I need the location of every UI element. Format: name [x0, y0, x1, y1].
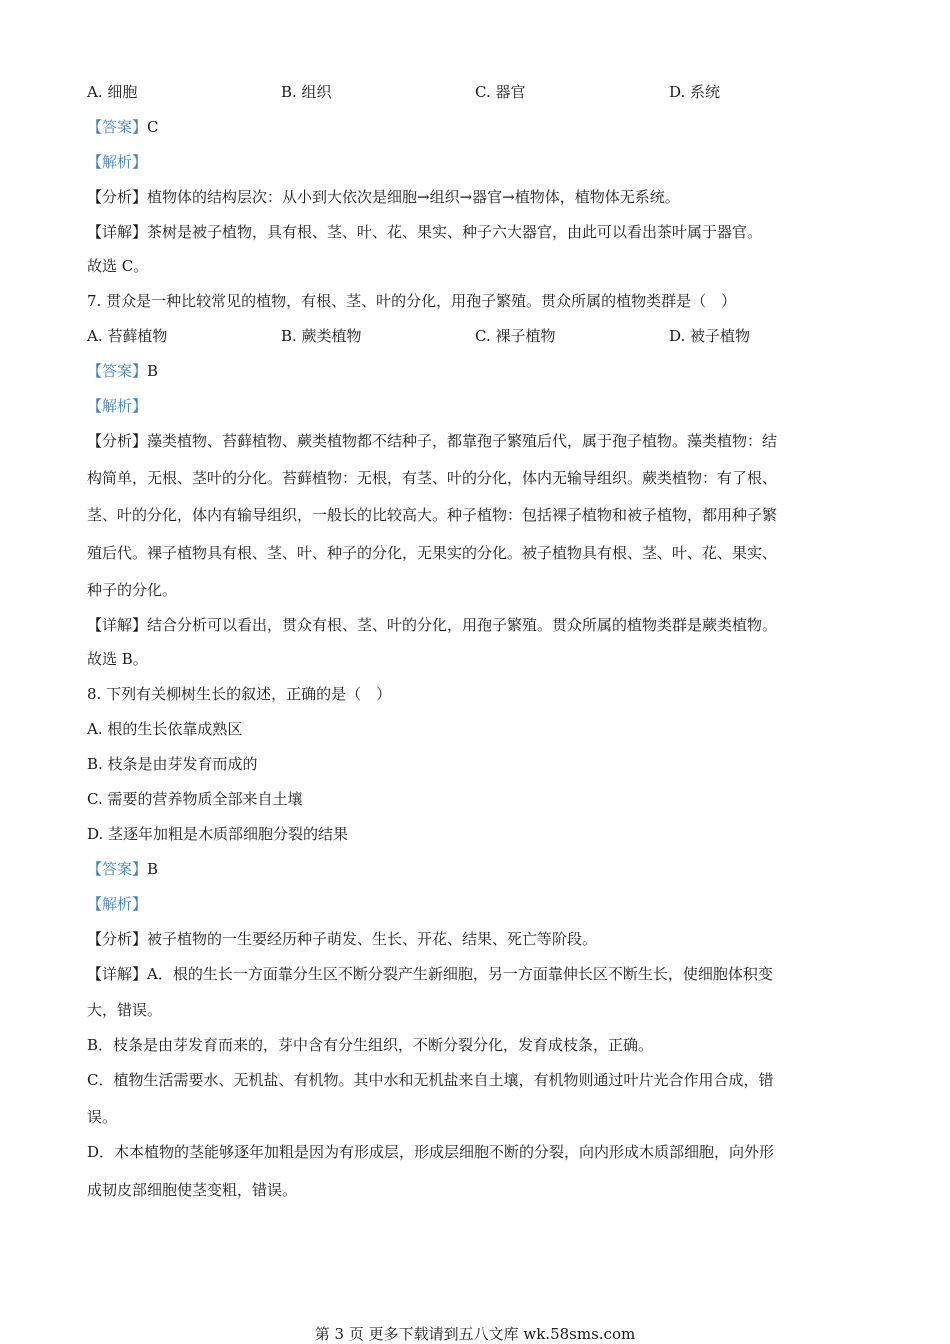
answer-value: B: [147, 362, 159, 380]
detail-tag: 【详解】: [87, 223, 148, 241]
q7-option-b: B. 蕨类植物: [281, 327, 362, 345]
q7-detail: [87, 615, 777, 635]
fenxi-tag: 【分析】: [87, 432, 148, 450]
answer-value: C: [147, 118, 159, 136]
q8-option-a: A. 根的生长依靠成熟区: [87, 720, 243, 738]
q8-detail-line-1: [87, 964, 773, 984]
q8-detail-line-5: 误。: [87, 1108, 118, 1126]
answer-tag: 【答案】: [87, 362, 148, 380]
q7-fenxi-line-5: 种子的分化。: [87, 581, 178, 599]
q7-option-a: A. 苔藓植物: [87, 327, 168, 345]
q8-analysis-tag: 【解析】: [87, 895, 148, 913]
fenxi-text: 藻类植物、苔藓植物、蕨类植物都不结种子，都靠孢子繁殖后代，属于孢子植物。藻类植物：结: [147, 432, 778, 450]
q8-detail-line-6: D．木本植物的茎能够逐年加粗是因为有形成层，形成层细胞不断的分裂，向内形成木质部细胞，向外形: [87, 1143, 775, 1161]
detail-tag: 【详解】: [87, 616, 148, 634]
q7-option-d: D. 被子植物: [669, 327, 751, 345]
q7-fenxi-line-4: 殖后代。裸子植物具有根、茎、叶、种子的分化，无果实的分化。被子植物具有根、茎、叶、花、果实、: [87, 544, 778, 562]
q7-question: 7. 贯众是一种比较常见的植物，有根、茎、叶的分化，用孢子繁殖。贯众所属的植物类群是（ ）: [87, 292, 737, 310]
q8-option-b: B. 枝条是由芽发育而成的: [87, 755, 258, 773]
q8-question: 8. 下列有关柳树生长的叙述，正确的是（ ）: [87, 685, 392, 703]
q7-option-c: C. 裸子植物: [475, 327, 556, 345]
answer-value: B: [147, 860, 159, 878]
q7-conclusion: 故选 B。: [87, 650, 148, 668]
q6-detail: [87, 222, 762, 242]
detail-text: 茶树是被子植物，具有根、茎、叶、花、果实、种子六大器官，由此可以看出茶叶属于器官。: [147, 223, 763, 241]
q7-analysis-tag: 【解析】: [87, 397, 148, 415]
q7-answer: [87, 361, 158, 381]
q6-conclusion: 故选 C。: [87, 257, 149, 275]
q8-fenxi: [87, 929, 597, 949]
page-footer: 第 3 页 更多下载请到五八文库 wk.58sms.com: [314, 1325, 636, 1343]
answer-tag: 【答案】: [87, 860, 148, 878]
fenxi-text: 被子植物的一生要经历种子萌发、生长、开花、结果、死亡等阶段。: [147, 930, 598, 948]
q7-fenxi-line-1: [87, 431, 777, 451]
q8-detail-line-7: 成韧皮部细胞使茎变粗，错误。: [87, 1181, 298, 1199]
detail-text: A．根的生长一方面靠分生区不断分裂产生新细胞，另一方面靠伸长区不断生长，使细胞体积变: [147, 965, 773, 983]
q6-answer: [87, 117, 159, 137]
q6-fenxi: [87, 187, 680, 207]
q8-option-d: D. 茎逐年加粗是木质部细胞分裂的结果: [87, 825, 349, 843]
q8-answer: [87, 859, 158, 879]
q6-option-a: A. 细胞: [87, 83, 138, 101]
q8-detail-line-3: B．枝条是由芽发育而来的，芽中含有分生组织，不断分裂分化，发育成枝条，正确。: [87, 1036, 654, 1054]
q6-option-b: B. 组织: [281, 83, 332, 101]
q6-option-d: D. 系统: [669, 83, 721, 101]
q8-option-c: C. 需要的营养物质全部来自土壤: [87, 790, 303, 808]
detail-tag: 【详解】: [87, 965, 148, 983]
fenxi-tag: 【分析】: [87, 930, 148, 948]
q8-detail-line-4: C．植物生活需要水、无机盐、有机物。其中水和无机盐来自土壤，有机物则通过叶片光合作用合成，错: [87, 1071, 774, 1089]
q8-detail-line-2: 大，错误。: [87, 1001, 163, 1019]
q7-fenxi-line-2: 构简单，无根、茎叶的分化。苔藓植物：无根，有茎、叶的分化，体内无输导组织。蕨类植物：有了根、: [87, 469, 778, 487]
q6-option-c: C. 器官: [475, 83, 526, 101]
q7-fenxi-line-3: 茎、叶的分化，体内有输导组织，一般长的比较高大。种子植物：包括裸子植物和被子植物，都用种子繁: [87, 506, 778, 524]
fenxi-tag: 【分析】: [87, 188, 148, 206]
answer-tag: 【答案】: [87, 118, 148, 136]
q6-analysis-tag: 【解析】: [87, 153, 148, 171]
fenxi-text: 植物体的结构层次：从小到大依次是细胞→组织→器官→植物体，植物体无系统。: [147, 188, 680, 206]
detail-text: 结合分析可以看出，贯众有根、茎、叶的分化，用孢子繁殖。贯众所属的植物类群是蕨类植物。: [147, 616, 778, 634]
